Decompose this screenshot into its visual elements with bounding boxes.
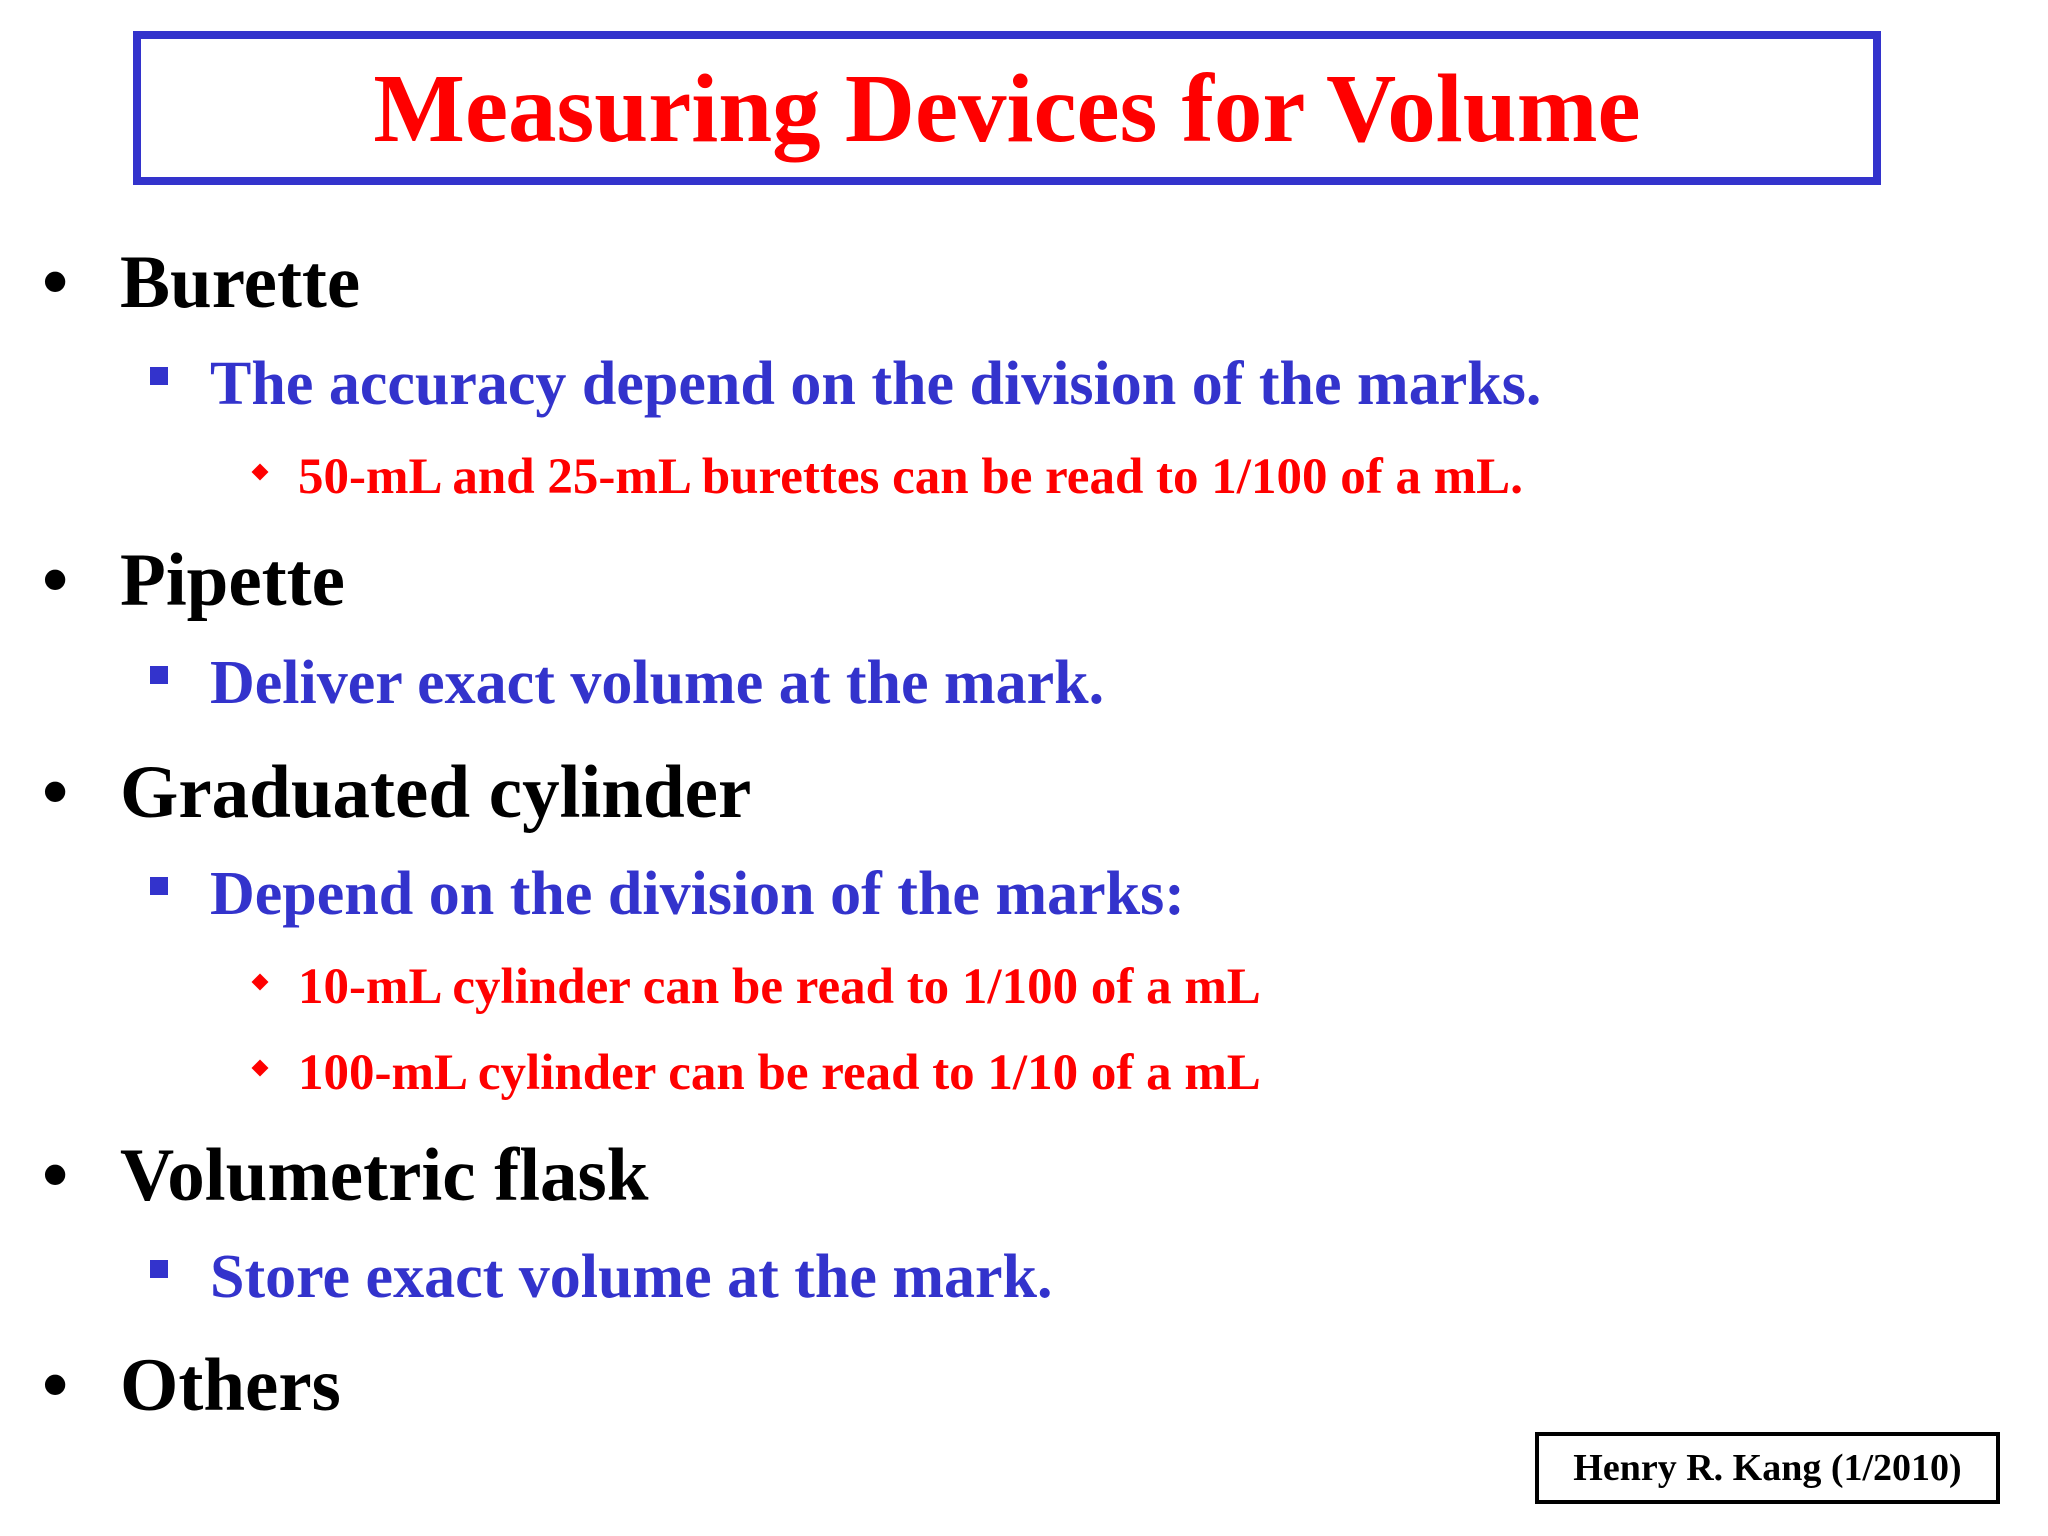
sub-item-burette-accuracy [210,350,1542,418]
sub-item-label: Depend on the division of the marks: [210,860,1185,928]
bullet-item-others [42,1344,341,1427]
diamond-bullet-icon [252,1060,269,1077]
slide-title: Measuring Devices for Volume [373,54,1641,162]
detail-item-label: 50-mL and 25-mL burettes can be read to 1/100 of a mL. [298,449,1523,505]
detail-item-10ml-cylinder [298,959,1261,1015]
author-credit: Henry R. Kang (1/2010) [1573,1447,1962,1489]
detail-item-label: 10-mL cylinder can be read to 1/100 of a mL [298,959,1261,1015]
bullet-label: Graduated cylinder [120,751,752,834]
bullet-label: Others [120,1344,341,1427]
sub-item-pipette-deliver [210,649,1105,717]
sub-item-cylinder-division [210,860,1185,928]
round-bullet-icon: • [42,1344,69,1427]
bullet-label: Pipette [120,539,345,622]
square-bullet-icon [150,666,168,684]
title-box [133,31,1881,185]
bullet-item-graduated-cylinder [42,751,752,834]
round-bullet-icon: • [42,1134,69,1217]
round-bullet-icon: • [42,241,69,324]
bullet-item-burette [42,241,361,324]
sub-item-label: Store exact volume at the mark. [210,1243,1053,1311]
diamond-bullet-icon [252,464,269,481]
bullet-item-volumetric-flask [42,1134,649,1217]
diamond-bullet-icon [252,974,269,991]
round-bullet-icon: • [42,751,69,834]
sub-item-label: Deliver exact volume at the mark. [210,649,1105,717]
square-bullet-icon [150,877,168,895]
sub-item-flask-store [210,1243,1053,1311]
detail-item-label: 100-mL cylinder can be read to 1/10 of a mL [298,1045,1261,1101]
square-bullet-icon [150,367,168,385]
sub-item-label: The accuracy depend on the division of the marks. [210,350,1542,418]
bullet-label: Burette [120,241,361,324]
detail-item-burette-reading [298,449,1523,505]
square-bullet-icon [150,1260,168,1278]
round-bullet-icon: • [42,539,69,622]
detail-item-100ml-cylinder [298,1045,1261,1101]
author-credit-box [1535,1432,2000,1504]
bullet-label: Volumetric flask [120,1134,649,1217]
bullet-item-pipette [42,539,345,622]
